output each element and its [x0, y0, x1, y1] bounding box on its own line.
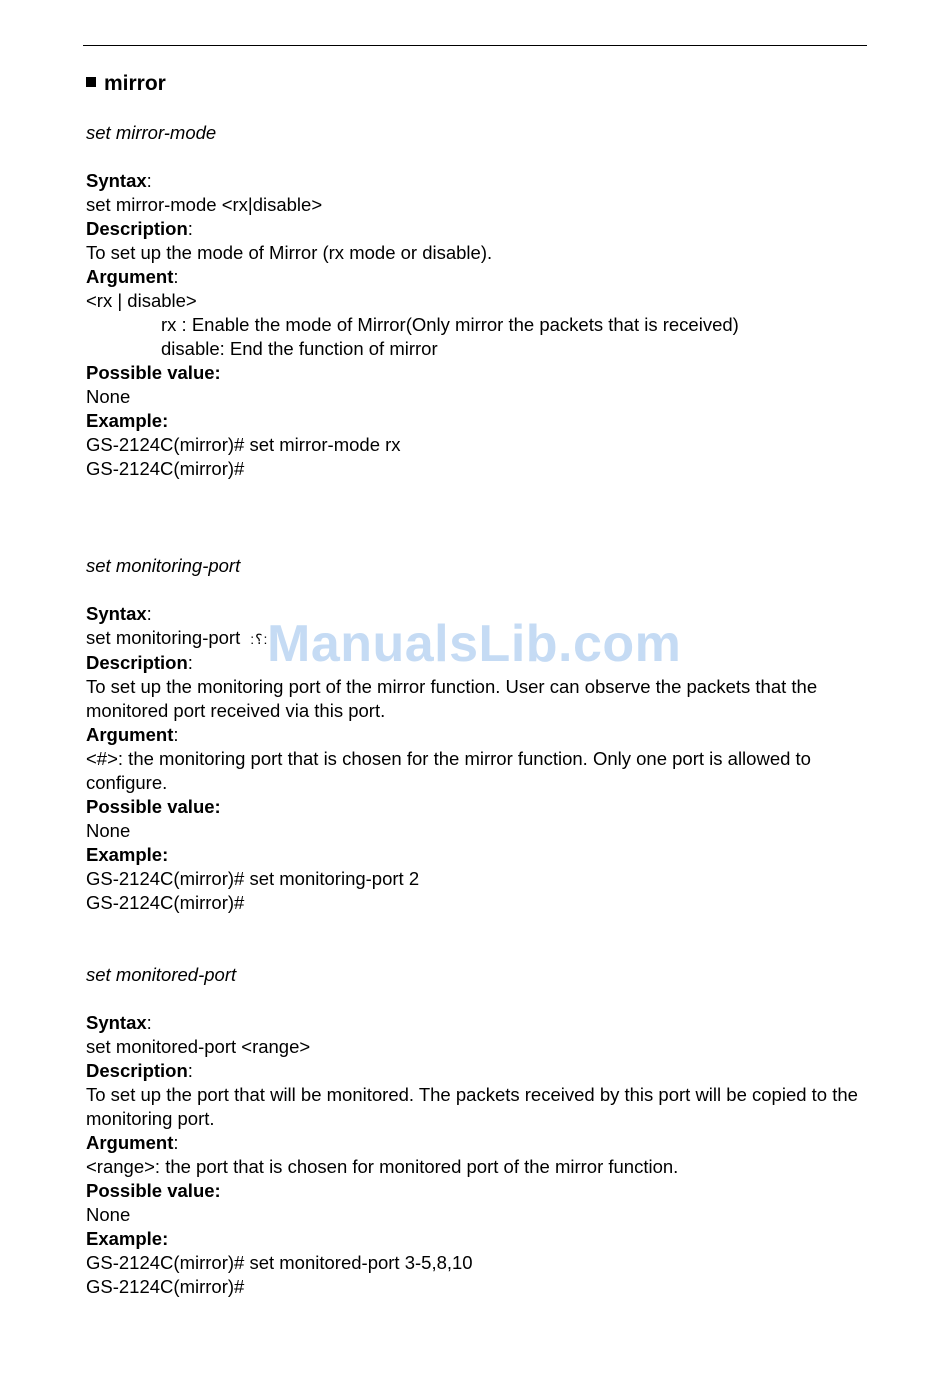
- header-rule: [83, 45, 867, 46]
- example-label: Example:: [86, 410, 169, 431]
- syntax-label: Syntax: [86, 170, 147, 191]
- possible-value-label: Possible value:: [86, 1180, 221, 1201]
- argument-text: <range>: the port that is chosen for monitored port of the mirror function.: [86, 1156, 679, 1177]
- syntax-argument-glyph: :⸮:: [250, 631, 269, 647]
- example-line: GS-2124C(mirror)# set monitoring-port 2: [86, 868, 420, 889]
- possible-value-label: Possible value:: [86, 362, 221, 383]
- syntax-label: Syntax: [86, 603, 147, 624]
- possible-value-text: None: [86, 820, 131, 841]
- example-line: GS-2124C(mirror)#: [86, 1276, 245, 1297]
- argument-item: disable: End the function of mirror: [161, 338, 438, 359]
- description-text: To set up the port that will be monitored. The packets received by this port will be copied to the monitoring port.: [86, 1084, 858, 1129]
- syntax-label: Syntax: [86, 1012, 147, 1033]
- possible-value-label: Possible value:: [86, 796, 221, 817]
- description-text: To set up the mode of Mirror (rx mode or disable).: [86, 242, 493, 263]
- possible-value-text: None: [86, 1204, 131, 1225]
- argument-text: <#>: the monitoring port that is chosen for the mirror function. Only one port is allowed to configure.: [86, 748, 811, 793]
- example-line: GS-2124C(mirror)#: [86, 892, 245, 913]
- argument-label: Argument: [86, 266, 174, 287]
- example-label: Example:: [86, 844, 169, 865]
- description-label: Description: [86, 218, 188, 239]
- syntax-text: set monitored-port <range>: [86, 1036, 311, 1057]
- command-block-monitoring-port: set monitoring-port Syntax: set monitoring-port :⸮: Description: To set up the monitoring port of the mirror function. User can observe the packets that the monitored port received via this port. Argument: <#>: the monitoring port that is chosen for the mirror function. Only one port is allowed to configure. Possible value: None Example: GS-2124C(mirror)# set monitoring-port 2 GS-2124C(mirror)#: [86, 554, 866, 915]
- square-bullet-icon: [86, 77, 96, 87]
- example-label: Example:: [86, 1228, 169, 1249]
- command-name: set monitored-port: [86, 964, 237, 985]
- description-text: To set up the monitoring port of the mirror function. User can observe the packets that the monitored port received via this port.: [86, 676, 818, 721]
- description-label: Description: [86, 652, 188, 673]
- syntax-text: set monitoring-port: [86, 627, 241, 648]
- example-line: GS-2124C(mirror)# set mirror-mode rx: [86, 434, 401, 455]
- command-block-mirror-mode: set mirror-mode Syntax: set mirror-mode <rx|disable> Description: To set up the mode of Mirror (rx mode or disable). Argument: <rx | disable> rx : Enable the mode of Mirror(Only mirror the packets that is received) disable: End the function of mirror Possible value: None Example: GS-2124C(mirror)# set mirror-mode rx GS-2124C(mirror)#: [86, 121, 866, 481]
- description-label: Description: [86, 1060, 188, 1081]
- argument-text: <rx | disable>: [86, 290, 197, 311]
- possible-value-text: None: [86, 386, 131, 407]
- argument-label: Argument: [86, 1132, 174, 1153]
- command-block-monitored-port: set monitored-port Syntax: set monitored-port <range> Description: To set up the port that will be monitored. The packets received by this port will be copied to the monitoring port. Argument: <range>: the port that is chosen for monitored port of the mirror function. Possible value: None Example: GS-2124C(mirror)# set monitored-port 3-5,8,10 GS-2124C(mirror)#: [86, 963, 866, 1299]
- argument-item: rx : Enable the mode of Mirror(Only mirror the packets that is received): [161, 314, 739, 335]
- command-name: set mirror-mode: [86, 122, 217, 143]
- syntax-text: set mirror-mode <rx|disable>: [86, 194, 323, 215]
- section-title: mirror: [104, 72, 166, 95]
- example-line: GS-2124C(mirror)#: [86, 458, 245, 479]
- command-name: set monitoring-port: [86, 555, 241, 576]
- argument-label: Argument: [86, 724, 174, 745]
- section-heading: [86, 71, 166, 97]
- watermark-text: ManualsLib.com: [267, 615, 682, 673]
- example-line: GS-2124C(mirror)# set monitored-port 3-5,8,10: [86, 1252, 473, 1273]
